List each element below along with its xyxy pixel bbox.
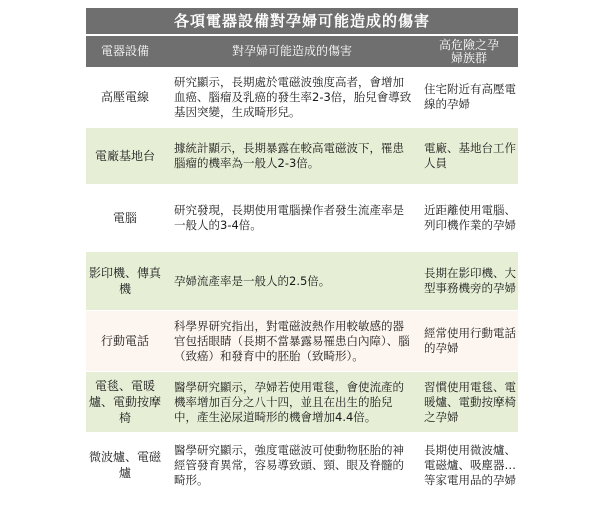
risk-group-cell: 電廠、基地台工作人員 bbox=[424, 141, 516, 170]
header-risk-group bbox=[420, 36, 518, 67]
device-cell: 電毯、電暖爐、電動按摩椅 bbox=[89, 379, 162, 425]
table-title: 各項電器設備對孕婦可能造成的傷害 bbox=[86, 8, 518, 34]
harm-cell: 研究發現，長期使用電腦操作者發生流產率是一般人的3-4倍。 bbox=[174, 203, 404, 232]
table-row bbox=[86, 252, 518, 311]
table-row bbox=[86, 372, 518, 433]
table-row bbox=[86, 433, 518, 498]
device-cell: 行動電話 bbox=[100, 334, 149, 348]
harm-cell: 據統計顯示，長期暴露在較高電磁波下，罹患腦瘤的機率為一般人2-3倍。 bbox=[174, 141, 404, 170]
header-risk-group-label: 高危險之孕婦族群 bbox=[439, 37, 500, 65]
risk-group-cell: 習慣使用電毯、電暖爐、電動按摩椅之孕婦 bbox=[424, 379, 516, 424]
table-row bbox=[86, 67, 518, 128]
table-row bbox=[86, 128, 518, 185]
header-harm: 對孕婦可能造成的傷害 bbox=[231, 44, 352, 58]
risk-group-cell: 長期在影印機、大型事務機旁的孕婦 bbox=[424, 266, 516, 295]
hazard-table bbox=[86, 8, 518, 498]
table-row bbox=[86, 311, 518, 372]
risk-group-cell: 經常使用行動電話的孕婦 bbox=[424, 326, 516, 355]
device-cell: 高壓電線 bbox=[100, 90, 149, 104]
header-device: 電器設備 bbox=[100, 44, 149, 58]
table-header-row bbox=[86, 34, 518, 67]
device-cell: 電腦 bbox=[112, 211, 137, 225]
risk-group-cell: 近距離使用電腦、列印機作業的孕婦 bbox=[424, 203, 516, 232]
harm-cell: 研究顯示，長期處於電磁波強度高者，會增加血癌、腦瘤及乳癌的發生率2-3倍，胎兒會導致基因突變，生成畸形兒。 bbox=[174, 74, 412, 119]
risk-group-cell: 住宅附近有高壓電線的孕婦 bbox=[424, 82, 516, 111]
harm-cell: 醫學研究顯示，孕婦若使用電毯，會使流產的機率增加百分之八十四，並且在出生的胎兒中，產生泌尿道畸形的機會增加4.4倍。 bbox=[174, 379, 404, 424]
risk-group-cell: 長期使用微波爐、電磁爐、吸塵器…等家電用品的孕婦 bbox=[424, 442, 516, 487]
harm-cell: 孕婦流產率是一般人的2.5倍。 bbox=[174, 273, 331, 288]
device-cell: 微波爐、電磁爐 bbox=[89, 450, 162, 480]
device-cell: 影印機、傳真機 bbox=[89, 266, 162, 296]
table-row bbox=[86, 185, 518, 252]
harm-cell: 醫學研究顯示，強度電磁波可使動物胚胎的神經管發育異常，容易導致頭、頸、眼及脊髓的畸形。 bbox=[174, 442, 404, 487]
harm-cell: 科學界研究指出，對電磁波熱作用較敏感的器官包括眼睛（長期不當暴露易罹患白內障）、腦（致癌）和發育中的胚胎（致畸形）。 bbox=[174, 318, 410, 363]
device-cell: 電廠基地台 bbox=[94, 149, 155, 163]
